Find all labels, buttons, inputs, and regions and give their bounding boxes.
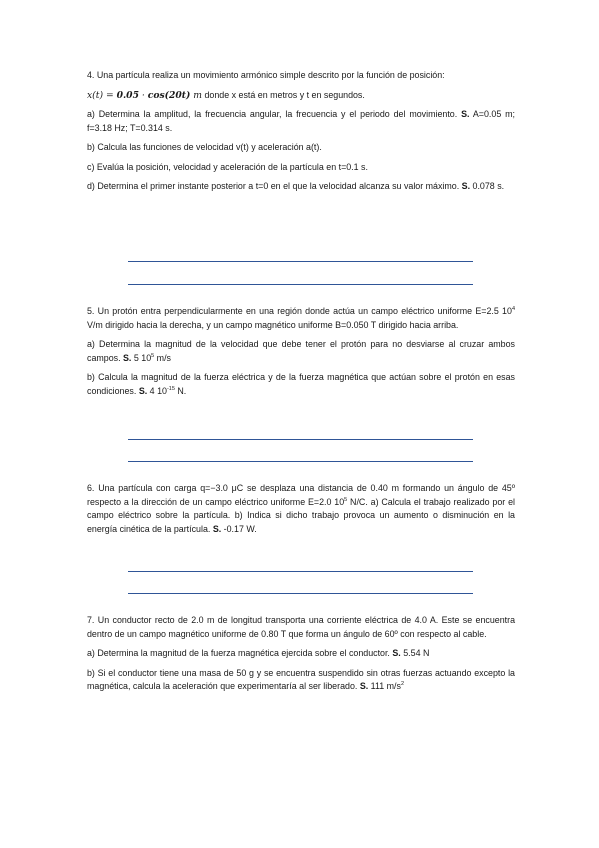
q4-formula-dot: · xyxy=(138,89,148,101)
q4-intro: 4. Una partícula realiza un movimiento armónico simple descrito por la función de posición: xyxy=(87,70,445,80)
q7-part-a-s-label: S. xyxy=(392,648,401,658)
answer-line xyxy=(128,261,473,262)
q4-part-a-solution: A=0.05 m; f=3.18 Hz; T=0.314 s. xyxy=(87,109,515,133)
q4-part-a-text: a) Determina la amplitud, la frecuencia angular, la frecuencia y el periodo del movimiento. xyxy=(87,109,458,119)
q4-part-c: c) Evalúa la posición, velocidad y aceleración de la partícula en t=0.1 s. xyxy=(87,161,368,172)
q7-part-a-text: a) Determina la magnitud de la fuerza magnética ejercida sobre el conductor. xyxy=(87,648,390,658)
q4-formula-arg: (20t) xyxy=(164,89,191,101)
q6-s-label: S. xyxy=(212,523,222,534)
q5-part-b-unit: N. xyxy=(174,385,187,396)
q6-text-2: N/C. a) Calcula el trabajo realizado por el campo eléctrico sobre la partícula. b) Indica si dicho trabajo provoca un aumento o disminución en la energía cinética de la partícula. xyxy=(87,496,516,534)
q5-part-a-unit: m/s xyxy=(154,352,171,363)
q4-formula-unit: m xyxy=(190,89,203,101)
q7-part-b xyxy=(87,667,515,694)
q5-part-b-text: b) Calcula la magnitud de la fuerza eléctrica y de la fuerza magnética que actúan sobre el protón en esas condiciones. xyxy=(87,372,515,396)
q7-intro: 7. Un conductor recto de 2.0 m de longitud transporta una corriente eléctrica de 4.0 A. Este se encuentra dentro de un campo magnético uniforme de 0.80 T que forma un ángulo de 60º con respecto al cable. xyxy=(87,615,515,639)
answer-line xyxy=(128,593,473,594)
q5-part-b xyxy=(87,371,515,398)
question-5 xyxy=(87,305,515,398)
q4-part-d-s-label: S. xyxy=(461,181,471,191)
question-7 xyxy=(87,614,515,694)
q5-part-b-s-label: S. xyxy=(138,385,148,396)
q4-part-b: b) Calcula las funciones de velocidad v(t) y aceleración a(t). xyxy=(87,142,322,152)
answer-line xyxy=(128,284,473,285)
question-6 xyxy=(87,482,515,536)
q5-part-a-solution: 5 10 xyxy=(131,352,152,363)
q6-exponent: 5 xyxy=(344,496,348,503)
q4-part-a-s-label: S. xyxy=(461,109,470,119)
q5-intro-text: 5. Un protón entra perpendicularmente en una región donde actúa un campo eléctrico uniforme E=2.5 10 xyxy=(87,306,512,316)
q4-part-a xyxy=(87,108,515,135)
q7-part-b-s-label: S. xyxy=(359,681,369,691)
q7-part-b-text: b) Si el conductor tiene una masa de 50 g y se encuentra suspendido sin otras fuerzas actuando excepto la magnética, calcula la aceleración que experimentaría al ser liberado. xyxy=(87,667,515,691)
q4-formula-cos: cos xyxy=(147,89,165,101)
q6-text-1: 6. Una partícula con carga q=−3.0 μC se desplaza una distancia de 0.40 m formando un ángulo de 45º respecto a la dirección de un campo eléctrico uniforme E=2.0 10 xyxy=(87,483,515,507)
question-4 xyxy=(87,69,515,194)
answer-line xyxy=(128,571,473,572)
q6-text xyxy=(87,482,515,536)
q5-intro-exponent: 4 xyxy=(511,306,515,312)
q5-part-a-text: a) Determina la magnitud de la velocidad que debe tener el protón para no desviarse al cruzar ambos campos. xyxy=(87,339,515,363)
q5-part-a-exponent: 5 xyxy=(151,352,155,359)
q7-part-b-exponent: 2 xyxy=(400,681,404,687)
q5-intro xyxy=(87,305,515,332)
q7-part-a xyxy=(87,647,515,661)
q7-part-a-solution: 5.54 N xyxy=(400,648,430,658)
q5-part-b-exponent: -15 xyxy=(166,385,175,392)
q5-part-b-solution: 4 10 xyxy=(147,385,167,396)
q5-part-a xyxy=(87,338,515,365)
q4-part-d-solution: 0.078 s. xyxy=(470,181,505,191)
answer-line xyxy=(128,439,473,440)
q7-part-b-solution: 111 m/s xyxy=(368,681,401,691)
q4-part-d xyxy=(87,180,515,194)
q4-part-d-text: d) Determina el primer instante posterior a t=0 en el que la velocidad alcanza su valor máximo. xyxy=(87,181,460,191)
q4-formula-lhs: x(t) = xyxy=(87,89,117,101)
q5-intro-text-2: V/m dirigido hacia la derecha, y un campo magnético uniforme B=0.050 T dirigido hacia arriba. xyxy=(87,319,459,330)
answer-line xyxy=(128,461,473,462)
q4-formula-tail: donde x está en metros y t en segundos. xyxy=(202,89,365,100)
q6-solution: -0.17 W. xyxy=(221,523,257,534)
q4-formula-amplitude: 0.05 xyxy=(116,89,139,101)
q4-formula xyxy=(87,89,515,103)
q5-part-a-s-label: S. xyxy=(123,352,132,363)
